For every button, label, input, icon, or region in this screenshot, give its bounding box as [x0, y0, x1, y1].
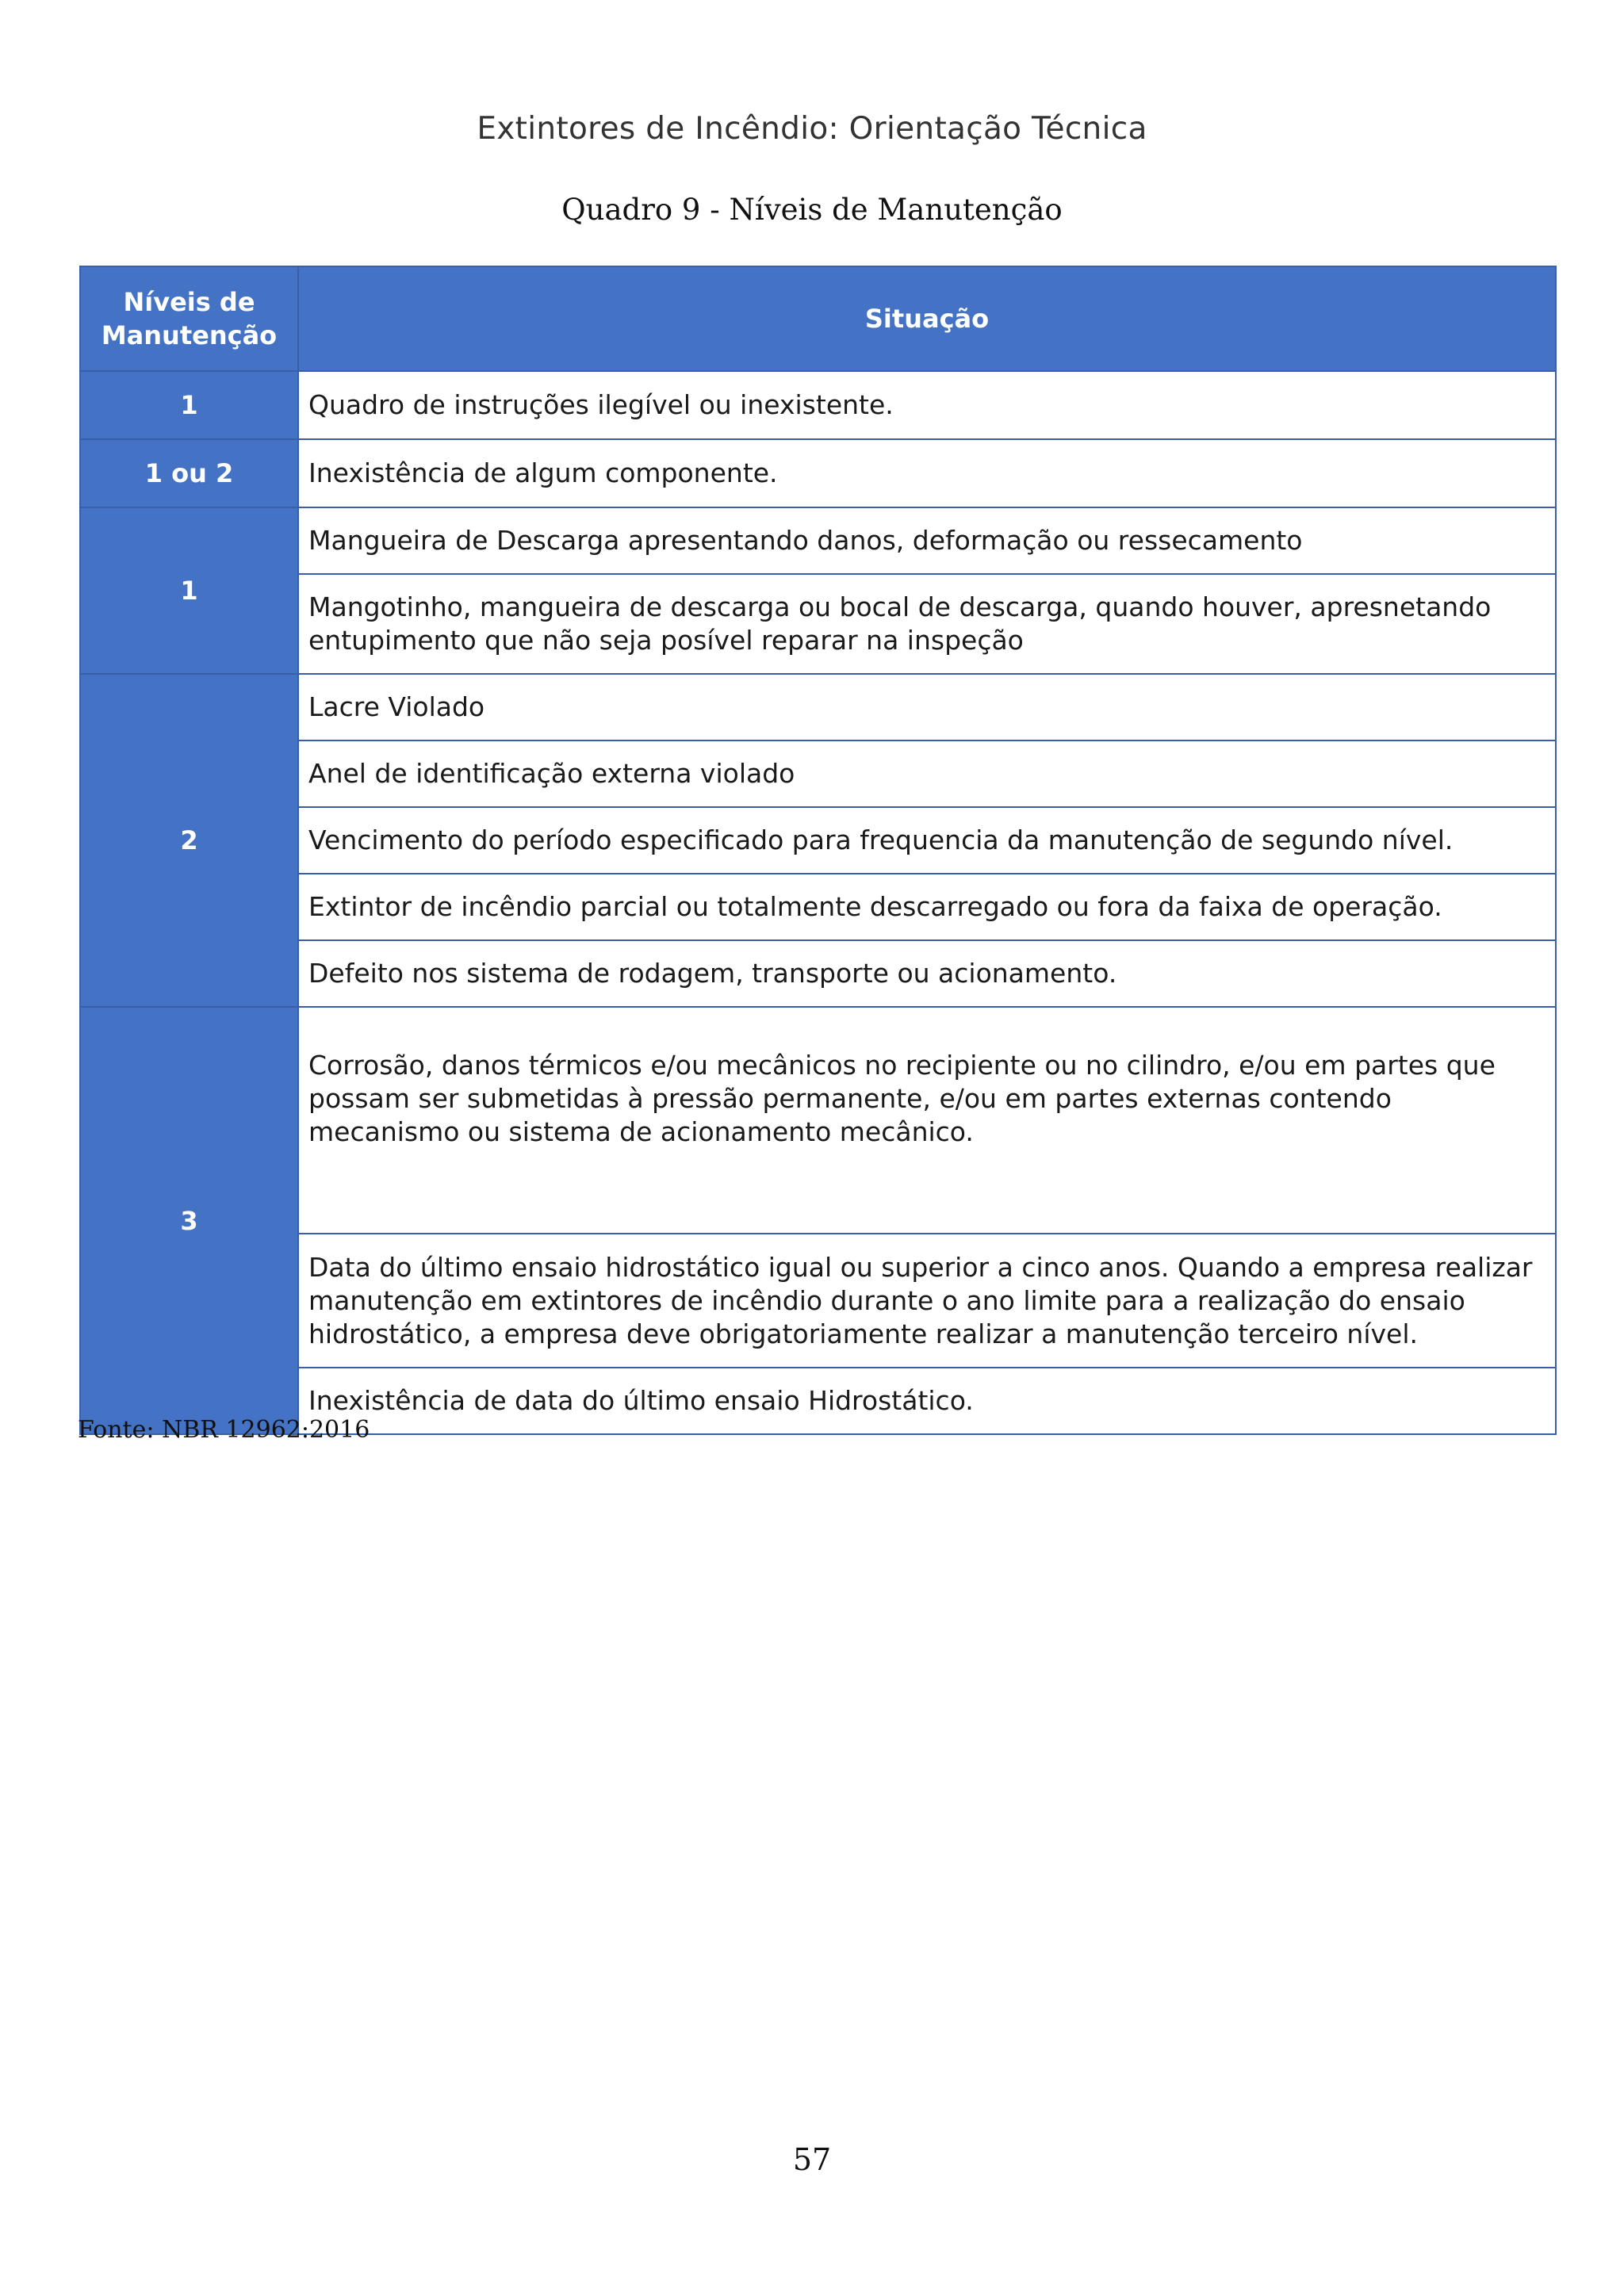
table-row	[80, 740, 1556, 807]
situation-cell: Corrosão, danos térmicos e/ou mecânicos no recipiente ou no cilindro, e/ou em partes que possam ser submetidas à pressão permanente, e/ou em partes externas contendo mecanismo ou sistema de acionamento mecânico.	[298, 1007, 1556, 1234]
header-situation: Situação	[298, 266, 1556, 371]
table-row	[80, 1007, 1556, 1234]
maintenance-levels-table	[79, 266, 1557, 1435]
page-number: 57	[792, 2142, 832, 2177]
level-cell: 1 ou 2	[80, 439, 298, 507]
table-row	[80, 1234, 1556, 1368]
table-row	[80, 940, 1556, 1007]
situation-cell: Anel de identificação externa violado	[298, 740, 1556, 807]
table-row	[80, 371, 1556, 439]
running-head: Extintores de Incêndio: Orientação Técnica	[477, 111, 1147, 147]
table-row	[80, 439, 1556, 507]
situation-cell: Data do último ensaio hidrostático igual ou superior a cinco anos. Quando a empresa realizar manutenção em extintores de incêndio durante o ano limite para a realização do ensaio hidrostático, a empresa deve obrigatoriamente realizar a manutenção terceiro nível.	[298, 1234, 1556, 1368]
situation-cell: Mangotinho, mangueira de descarga ou bocal de descarga, quando houver, apresnetando entupimento que não seja posível reparar na inspeção	[298, 574, 1556, 674]
situation-cell: Vencimento do período especificado para frequencia da manutenção de segundo nível.	[298, 807, 1556, 874]
table-row	[80, 574, 1556, 674]
header-levels: Níveis de Manutenção	[80, 266, 298, 371]
situation-cell: Defeito nos sistema de rodagem, transporte ou acionamento.	[298, 940, 1556, 1007]
table-row	[80, 874, 1556, 940]
table-source-note: Fonte: NBR 12962:2016	[78, 1416, 370, 1444]
table-row	[80, 674, 1556, 740]
situation-cell: Inexistência de data do último ensaio Hidrostático.	[298, 1368, 1556, 1434]
table-row	[80, 507, 1556, 574]
level-cell: 1	[80, 507, 298, 674]
situation-cell: Quadro de instruções ilegível ou inexistente.	[298, 371, 1556, 439]
level-cell: 2	[80, 674, 298, 1007]
level-cell: 3	[80, 1007, 298, 1434]
situation-cell: Extintor de incêndio parcial ou totalmente descarregado ou fora da faixa de operação.	[298, 874, 1556, 940]
situation-cell: Mangueira de Descarga apresentando danos, deformação ou ressecamento	[298, 507, 1556, 574]
situation-cell: Inexistência de algum componente.	[298, 439, 1556, 507]
table-caption: Quadro 9 - Níveis de Manutenção	[561, 193, 1063, 227]
situation-cell: Lacre Violado	[298, 674, 1556, 740]
level-cell: 1	[80, 371, 298, 439]
table-row	[80, 807, 1556, 874]
